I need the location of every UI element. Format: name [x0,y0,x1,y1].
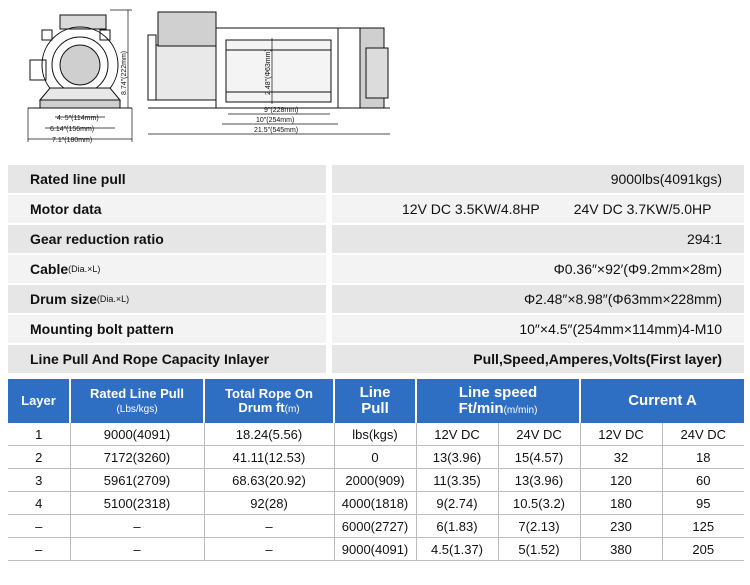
header-layer: Layer [8,379,70,423]
spec-value-12v: 12V DC 3.5KW/4.8HP [402,201,540,217]
header-line-pull: Line Pull [334,379,416,423]
table-cell: 11(3.35) [416,469,498,492]
table-cell: 4 [8,492,70,515]
spec-note: (Dia.×L) [96,294,130,304]
spec-label: Motor data [30,201,102,217]
table-cell: 24V DC [662,423,744,446]
table-cell: 15(4.57) [498,446,580,469]
table-cell: 10.5(3.2) [498,492,580,515]
table-cell: – [8,515,70,538]
table-row [8,538,744,561]
dim-overall-length: 21.5"(545mm) [254,127,299,134]
spec-cable [8,255,744,283]
header-current: Current A [580,379,744,423]
header-line-speed: Line speed Ft/min(m/min) [416,379,580,423]
table-row [8,446,744,469]
spec-label: Mounting bolt pattern [30,321,174,337]
table-cell: – [204,538,334,561]
capacity-table [8,379,744,561]
spec-motor-data [8,195,744,223]
table-cell: 3 [8,469,70,492]
table-cell: 18 [662,446,744,469]
table-cell: – [70,538,204,561]
dim-bolt-width: 4. 5"(114mm) [57,115,99,122]
table-cell: 4.5(1.37) [416,538,498,561]
table-cell: 60 [662,469,744,492]
spec-value: 294:1 [686,231,722,247]
spec-label: Cable [30,261,69,277]
table-cell: 180 [580,492,662,515]
table-cell: 5961(2709) [70,469,204,492]
table-cell: 12V DC [580,423,662,446]
table-row [8,423,744,446]
spec-gear-ratio [8,225,744,253]
spec-label: Gear reduction ratio [30,231,164,247]
table-cell: 4000(1818) [334,492,416,515]
table-cell: lbs(kgs) [334,423,416,446]
spec-value: Φ2.48″×8.98″(Φ63mm×228mm) [523,291,722,307]
spec-value-24v: 24V DC 3.7KW/5.0HP [573,201,712,217]
table-cell: 380 [580,538,662,561]
spec-value: 10″×4.5″(254mm×114mm)4-M10 [519,321,722,337]
table-cell: 2 [8,446,70,469]
table-cell: 18.24(5.56) [204,423,334,446]
table-cell: 120 [580,469,662,492]
table-cell: – [70,515,204,538]
spec-label: Rated line pull [30,171,126,187]
table-cell: 1 [8,423,70,446]
table-cell: – [204,515,334,538]
table-header-row [8,379,744,423]
spec-mounting-bolt-pattern [8,315,744,343]
spec-rated-line-pull [8,165,744,193]
table-cell: 7172(3260) [70,446,204,469]
front-view [28,15,132,108]
table-cell: 9000(4091) [70,423,204,446]
table-cell: 68.63(20.92) [204,469,334,492]
table-cell: 7(2.13) [498,515,580,538]
dim-total-width: 7.1"(180mm) [52,137,93,144]
table-cell: 13(3.96) [498,469,580,492]
table-cell: 230 [580,515,662,538]
dim-height: 8.74"(222mm) [121,50,128,95]
table-cell: 41.11(12.53) [204,446,334,469]
spec-list [8,165,744,375]
header-total-rope: Total Rope On Drum ft(m) [204,379,334,423]
header-rated-line-pull: Rated Line Pull (Lbs/kgs) [70,379,204,423]
table-cell: 13(3.96) [416,446,498,469]
dim-base-width: 6.14"(156mm) [50,126,95,133]
table-row [8,515,744,538]
table-cell: 6000(2727) [334,515,416,538]
winch-technical-drawing [0,0,750,160]
table-body [8,423,744,561]
table-cell: 9000(4091) [334,538,416,561]
table-row [8,492,744,515]
spec-value: 9000lbs(4091kgs) [610,171,722,187]
spec-label: Drum size [30,291,97,307]
table-cell: 92(28) [204,492,334,515]
spec-capacity-heading [8,345,744,373]
dim-drum-diameter: 2.48"(Φ63mm) [265,49,272,95]
spec-note: (Dia.×L) [68,264,101,274]
table-cell: 12V DC [416,423,498,446]
table-row [8,469,744,492]
spec-value: Pull,Speed,Amperes,Volts(First layer) [473,351,722,367]
table-cell: 32 [580,446,662,469]
dim-drum-length: 9"(228mm) [264,107,299,114]
table-cell: 5(1.52) [498,538,580,561]
table-cell: 95 [662,492,744,515]
spec-drum-size [8,285,744,313]
dim-frame-length: 10"(254mm) [256,117,295,124]
table-cell: 0 [334,446,416,469]
table-cell: 9(2.74) [416,492,498,515]
table-cell: 205 [662,538,744,561]
table-cell: 2000(909) [334,469,416,492]
table-cell: 24V DC [498,423,580,446]
spec-value: Φ0.36″×92′(Φ9.2mm×28m) [553,261,722,277]
spec-label: Line Pull And Rope Capacity Inlayer [30,351,270,367]
table-cell: 125 [662,515,744,538]
table-cell: – [8,538,70,561]
table-cell: 6(1.83) [416,515,498,538]
table-cell: 5100(2318) [70,492,204,515]
